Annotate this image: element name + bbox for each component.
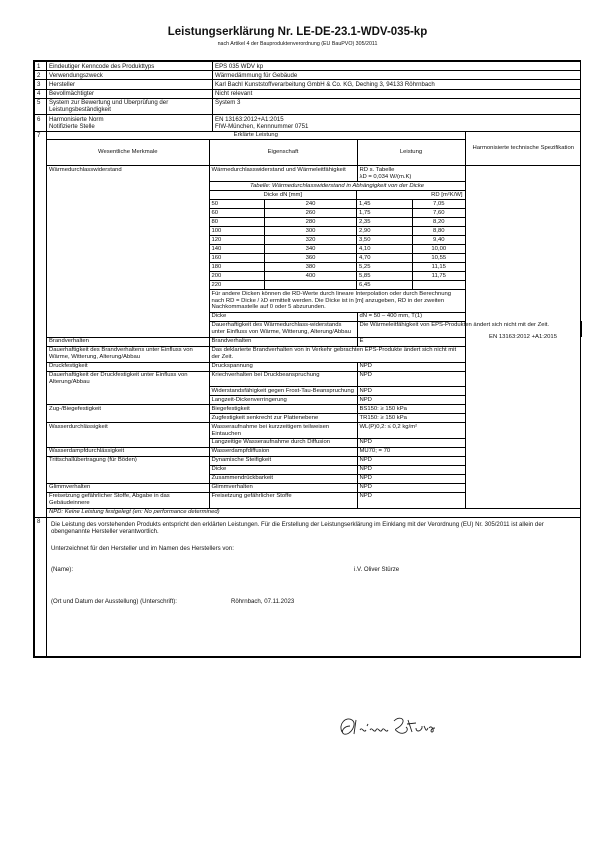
characteristic-property: Brandverhalten xyxy=(209,337,357,346)
rd-cell xyxy=(413,281,465,289)
characteristic-performance: NPD xyxy=(357,387,465,396)
thickness-cell: 320 xyxy=(265,236,357,245)
characteristic-performance: TR150: ≥ 150 kPa xyxy=(357,414,465,423)
row-value: Karl Bachl Kunststoffverarbeitung GmbH & Co. KG, Deching 3, 94133 Röhrnbach xyxy=(213,80,581,89)
characteristic-label: Dauerhaftigkeit des Wärmedurchlass-widerstands unter Einfluss von Wärme, Witterung, Alterung/Abbau xyxy=(209,321,357,337)
thickness-cell: 120 xyxy=(210,236,265,245)
thickness-cell: 340 xyxy=(265,245,357,254)
thickness-cell: 220 xyxy=(210,281,265,289)
thickness-cell: 240 xyxy=(265,200,357,209)
thickness-cell: 280 xyxy=(265,218,357,227)
characteristic-label xyxy=(47,414,209,423)
characteristic-label: Dauerhaftigkeit des Brandverhaltens unter Einfluss von Wärme, Witterung, Alterung/Abbau xyxy=(47,346,209,362)
characteristic-label xyxy=(47,465,209,474)
rd-cell: 10,00 xyxy=(413,245,465,254)
thickness-caption: Tabelle: Wärmedurchlasswiderstand in Abhängigkeit von der Dicke xyxy=(249,182,425,189)
characteristic-property: Widerstandsfähigkeit gegen Frost-Tau-Beanspruchung xyxy=(209,387,357,396)
row-number: 4 xyxy=(35,89,47,98)
characteristic-performance: NPD xyxy=(357,456,465,465)
row-label: Verwendungszweck xyxy=(47,71,213,80)
rd-cell: 8,20 xyxy=(413,218,465,227)
characteristic-performance: NPD xyxy=(357,362,465,371)
rd-cell: 6,45 xyxy=(357,281,413,289)
characteristic-label xyxy=(47,387,209,396)
row-number: 5 xyxy=(35,98,47,114)
characteristic-performance: NPD xyxy=(357,483,465,492)
document-title: Leistungserklärung Nr. LE-DE-23.1-WDV-035-kp xyxy=(167,26,428,38)
thickness-header: Dicke dN [mm] xyxy=(210,191,357,200)
thickness-cell: 360 xyxy=(265,254,357,263)
thickness-cell: 100 xyxy=(210,227,265,236)
characteristic-performance: NPD xyxy=(357,371,465,386)
performance-table xyxy=(47,132,582,517)
thickness-cell xyxy=(265,281,357,289)
thickness-cell: 380 xyxy=(265,263,357,272)
performance-title: Erklärte Leistung xyxy=(47,132,465,140)
rd-cell: 4,10 xyxy=(357,245,413,254)
characteristic-label: Zug-/Biegefestigkeit xyxy=(47,405,209,414)
characteristic-performance: BS150: ≥ 150 kPa xyxy=(357,405,465,414)
row-number: 1 xyxy=(35,62,47,71)
rd-cell: 8,80 xyxy=(413,227,465,236)
characteristic-label: Wasserdampfdurchlässigkeit xyxy=(47,447,209,456)
row-label-2: Notifizierte Stelle xyxy=(49,122,95,130)
thickness-row xyxy=(210,263,465,272)
row-value: Nicht relevant xyxy=(213,89,581,98)
thermal-lambda: λD = 0,034 W/(m.K) xyxy=(359,173,412,180)
row-1 xyxy=(35,62,581,71)
rd-cell: 11,15 xyxy=(413,263,465,272)
thickness-cell: 160 xyxy=(210,254,265,263)
thermal-rd: RD s. Tabelle xyxy=(359,166,395,173)
row-value: EN 13163:2012+A1:2015 xyxy=(215,115,284,123)
row-3 xyxy=(35,80,581,89)
document-subtitle: nach Artikel 4 der Bauproduktenverordnung (EU BauPVO) 305/2011 xyxy=(217,41,378,47)
characteristic-performance: NPD xyxy=(357,492,465,508)
thickness-row xyxy=(210,218,465,227)
characteristic-property: Freisetzung gefährlicher Stoffe xyxy=(209,492,357,508)
row-label: Bevollmächtigter xyxy=(47,89,213,98)
characteristic-performance: NPD xyxy=(357,474,465,483)
characteristic-label xyxy=(47,396,209,405)
thickness-cell: 80 xyxy=(210,218,265,227)
characteristic-performance: E xyxy=(357,337,465,346)
row-value: EPS 035 WDV kp xyxy=(213,62,581,71)
row-7 xyxy=(35,131,581,517)
rd-cell: 10,55 xyxy=(413,254,465,263)
characteristic-property: Kriechverhalten bei Druckbeanspruchung xyxy=(209,371,357,386)
characteristic-property: Zugfestigkeit senkrecht zur Plattenebene xyxy=(209,414,357,423)
row-value: System 3 xyxy=(213,98,581,114)
rd-cell: 4,70 xyxy=(357,254,413,263)
row-2 xyxy=(35,71,581,80)
characteristic-performance: MU70; = 70 xyxy=(357,447,465,456)
characteristic-property: Langzeit-Dickenverringerung xyxy=(209,396,357,405)
col-property: Eigenschaft xyxy=(209,140,357,166)
spec-header: Harmonisierte technische Spezifikation xyxy=(465,132,581,166)
rd-cell: 7,60 xyxy=(413,209,465,218)
characteristic-label: Trittschallübertragung (für Böden) xyxy=(47,456,209,465)
characteristic-property: Dicke xyxy=(209,465,357,474)
thickness-row xyxy=(210,245,465,254)
characteristic-label: Freisetzung gefährlicher Stoffe, Abgabe in das Gebäudeinnere xyxy=(47,492,209,508)
row-value: Wärmedämmung für Gebäude xyxy=(213,71,581,80)
thickness-row xyxy=(210,272,465,281)
row-8 xyxy=(35,517,581,656)
characteristic-property: Das deklarierte Brandverhalten von in Verkehr gebrachten EPS-Produkte ändert sich nicht mit der Zeit. xyxy=(209,346,465,362)
thickness-row xyxy=(210,209,465,218)
thickness-row xyxy=(210,254,465,263)
place-date-value: Röhrnbach, 07.11.2023 xyxy=(231,598,295,606)
row-label: System zur Bewertung und Überprüfung der Leistungsbeständigkeit xyxy=(47,98,213,114)
rd-cell: 1,75 xyxy=(357,209,413,218)
row-4 xyxy=(35,89,581,98)
thickness-row xyxy=(210,236,465,245)
rd-cell: 1,45 xyxy=(357,200,413,209)
characteristic-property: Die Wärmeleitfähigkeit von EPS-Produkten ändert sich nicht mit der Zeit. xyxy=(357,321,581,337)
spec-value: EN 13163:2012 +A1:2015 xyxy=(465,166,581,508)
signature-image xyxy=(336,712,436,742)
declaration-table xyxy=(33,60,581,658)
thickness-cell: 400 xyxy=(265,272,357,281)
npd-note: NPD: Keine Leistung festgelegt (en: No performance determined) xyxy=(47,508,581,516)
thickness-cell: 300 xyxy=(265,227,357,236)
characteristic-property: Druckspannung xyxy=(209,362,357,371)
characteristic-label: Dauerhaftigkeit der Druckfestigkeit unter Einfluss von Alterung/Abbau xyxy=(47,371,209,386)
rd-cell: 11,75 xyxy=(413,272,465,281)
characteristic-performance: NPD xyxy=(357,396,465,405)
characteristic-label: Glimmverhalten xyxy=(47,483,209,492)
place-label: (Ort und Datum der Ausstellung) (Unterschrift): xyxy=(51,598,177,606)
rd-cell: 9,40 xyxy=(413,236,465,245)
characteristic-property: Wasserdampfdiffusion xyxy=(209,447,357,456)
thickness-value: dN = 50 – 400 mm, T(1) xyxy=(357,312,465,321)
conformity-statement: Die Leistung des vorstehenden Produkts entspricht den erklärten Leistungen. Für die Erstellung der Leistungserklärung im Einklang mit der Verordnung (EU) Nr. 305/2011 ist allein der obengenannte Hersteller verantwortlich. xyxy=(51,520,544,535)
characteristic-label xyxy=(47,438,209,447)
characteristic-label: Druckfestigkeit xyxy=(47,362,209,371)
thickness-row xyxy=(210,281,465,289)
characteristic-performance: NPD xyxy=(357,465,465,474)
thickness-row xyxy=(210,227,465,236)
row-value-2: FIW-München, Kennnummer 0751 xyxy=(215,122,309,130)
characteristic-label xyxy=(47,474,209,483)
col-performance: Leistung xyxy=(357,140,465,166)
rd-cell: 3,50 xyxy=(357,236,413,245)
characteristic-label: Brandverhalten xyxy=(47,337,209,346)
row-label: Hersteller xyxy=(47,80,213,89)
rd-cell: 2,90 xyxy=(357,227,413,236)
characteristic-property: Biegefestigkeit xyxy=(209,405,357,414)
thickness-cell: 260 xyxy=(265,209,357,218)
characteristic-property: Zusammendrückbarkeit xyxy=(209,474,357,483)
characteristic-performance: WL(P)0,2: ≤ 0,2 kg/m² xyxy=(357,423,465,439)
row-label: Harmonisierte Norm xyxy=(49,115,104,123)
row-number: 8 xyxy=(35,517,47,656)
characteristic-performance: NPD xyxy=(357,438,465,447)
row-6 xyxy=(35,115,581,131)
characteristic-property: Langzeitige Wasseraufnahme durch Diffusion xyxy=(209,438,357,447)
characteristic-label: Wasserdurchlässigkeit xyxy=(47,423,209,439)
interpolation-note: Für andere Dicken können die RD-Werte durch lineare Interpolation oder durch Berechnung nach RD = Dicke / λD ermittelt werden. Die Dicke ist in [m] anzugeben, RD in der zweiten Nachkommastelle auf 0 oder 5 abzurunden. xyxy=(209,290,465,313)
name-value: i.V. Oliver Stürze xyxy=(354,566,400,574)
row-number: 7 xyxy=(35,131,47,517)
rd-cell: 5,25 xyxy=(357,263,413,272)
thickness-cell: 180 xyxy=(210,263,265,272)
rd-header: RD [m²K/W] xyxy=(357,191,465,200)
thickness-cell: 200 xyxy=(210,272,265,281)
thickness-property: Dicke xyxy=(209,312,357,321)
row-5 xyxy=(35,98,581,114)
thermal-property: Wärmedurchlasswiderstand und Wärmeleitfähigkeit xyxy=(209,166,357,182)
rd-cell: 5,85 xyxy=(357,272,413,281)
row-label: Eindeutiger Kenncode des Produkttyps xyxy=(47,62,213,71)
characteristic-property: Wasseraufnahme bei kurzzeitigem teilweisen Eintauchen xyxy=(209,423,357,439)
row-number: 2 xyxy=(35,71,47,80)
row-number: 6 xyxy=(35,115,47,131)
thermal-label: Wärmedurchlasswiderstand xyxy=(47,166,209,337)
thickness-table xyxy=(210,182,465,289)
name-label: (Name): xyxy=(51,566,74,574)
signed-for: Unterzeichnet für den Hersteller und im Namen des Herstellers von: xyxy=(51,545,234,553)
col-characteristics: Wesentliche Merkmale xyxy=(47,140,209,166)
rd-cell: 2,35 xyxy=(357,218,413,227)
characteristic-property: Dynamische Steifigkeit xyxy=(209,456,357,465)
thickness-cell: 140 xyxy=(210,245,265,254)
rd-cell: 7,05 xyxy=(413,200,465,209)
characteristic-property: Glimmverhalten xyxy=(209,483,357,492)
thickness-row xyxy=(210,200,465,209)
thickness-cell: 60 xyxy=(210,209,265,218)
row-number: 3 xyxy=(35,80,47,89)
thickness-cell: 50 xyxy=(210,200,265,209)
